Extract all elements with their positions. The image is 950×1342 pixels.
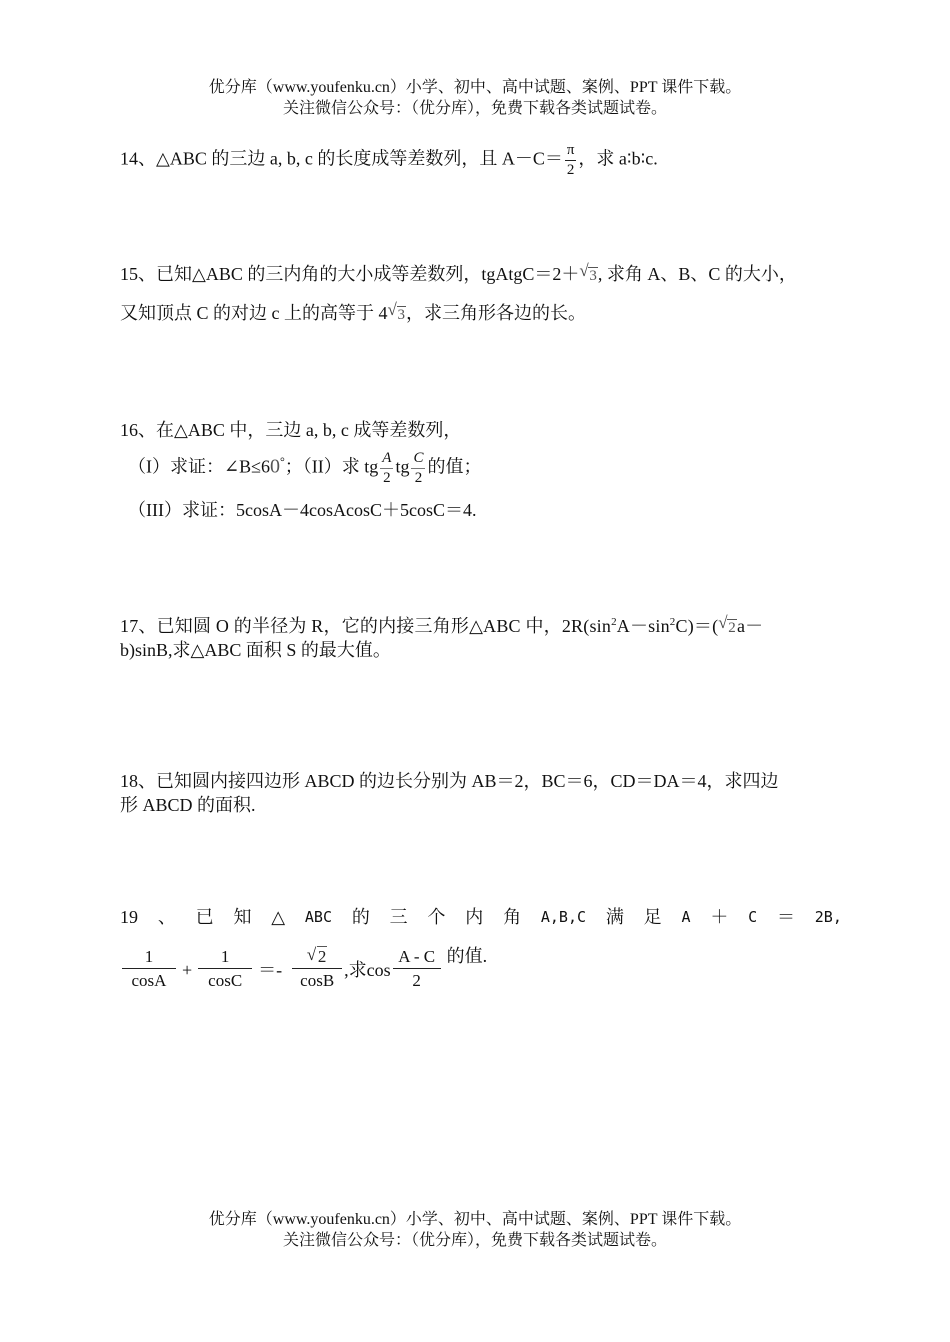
q14-frac-den: 2: [566, 162, 575, 178]
q19-token: △: [271, 907, 286, 927]
question-14: [120, 141, 658, 180]
q19-radicand: 2: [317, 947, 327, 966]
q19-fraction-3: [292, 946, 342, 993]
q19-token: 2B,: [814, 908, 842, 926]
q16-zero: 0: [269, 455, 280, 478]
q16-l2-post: 的值；: [427, 456, 482, 477]
q19-token: 19: [120, 907, 138, 927]
q16-l2-pre: （I）求证：∠B≤6: [128, 456, 270, 477]
q19-fraction-4: [393, 946, 441, 993]
q19-token: 、: [157, 907, 176, 927]
q14-frac-num: π: [565, 141, 577, 161]
q19-token: ABC: [304, 908, 332, 926]
question-15-line-1: [120, 262, 797, 288]
radical-icon: √: [387, 300, 397, 319]
question-15-line-2: [120, 301, 586, 327]
question-19-line-1: [120, 905, 842, 929]
q15-l2-pre: 又知顶点 C 的对边 c 上的高等于 4: [120, 303, 388, 323]
q19-token: ＋: [710, 907, 729, 927]
q16-fc-den: 2: [414, 470, 423, 486]
q16-fa-den: 2: [383, 470, 391, 486]
q19-token: 角: [503, 907, 522, 927]
q19-token: 足: [643, 907, 662, 927]
q19-f3-den: cosB: [300, 971, 335, 990]
q19-f4-num: A - C: [393, 946, 441, 969]
q15-sqrt-1: [579, 262, 598, 288]
q17-radicand: 2: [728, 620, 736, 636]
question-16-line-2: [128, 449, 481, 488]
q19-f4-den: 2: [412, 971, 421, 990]
radical-icon: √: [579, 261, 589, 280]
q17-sqrt: [718, 614, 737, 640]
q19-fraction-1: [122, 946, 176, 993]
q19-token: 三: [389, 907, 408, 927]
q19-tail: 的值.: [446, 946, 488, 966]
q19-f2-den: cosC: [208, 971, 243, 990]
q17-l1-mid: A－sin: [616, 616, 670, 636]
q17-sup-1: 2: [611, 616, 617, 628]
q17-l1-pre: 17、已知圆 O 的半径为 R，它的内接三角形△ABC 中，2R(sin: [120, 616, 612, 636]
question-18-line-1: 18、已知圆内接四边形 ABCD 的边长分别为 AB＝2，BC＝6，CD＝DA＝4，求四边: [120, 771, 779, 791]
q15-l2-post: ，求三角形各边的长。: [406, 303, 586, 323]
q15-radicand-2: 3: [397, 307, 405, 323]
q17-sup-2: 2: [669, 616, 676, 628]
q19-token: 知: [233, 907, 252, 927]
q19-token: A: [681, 908, 691, 926]
q19-token: 满: [605, 907, 624, 927]
q19-f1-den: cosA: [131, 971, 167, 990]
radical-icon: √: [306, 945, 317, 964]
question-18-line-2: 形 ABCD 的面积.: [120, 795, 256, 815]
q15-sqrt-2: [388, 301, 407, 327]
degree-symbol: °: [279, 454, 285, 469]
q19-token: ＝: [776, 907, 795, 927]
q19-token: 已: [195, 907, 214, 927]
question-19-formula: [120, 946, 487, 993]
q19-f2-num: 1: [198, 946, 252, 969]
q14-fraction: [565, 141, 577, 180]
question-16-line-1: 16、在△ABC 中，三边 a, b, c 成等差数列，: [120, 420, 462, 440]
q16-fa-num: A: [380, 449, 393, 469]
question-16-line-3: （III）求证：5cosA－4cosAcosC＋5cosC＝4.: [128, 500, 477, 520]
question-17-line-2: b)sinB,求△ABC 面积 S 的最大值。: [120, 640, 391, 660]
q16-tg: tg: [395, 456, 410, 477]
q19-token: 个: [427, 907, 446, 927]
q19-sqrt: [307, 946, 328, 968]
question-17-line-1: [120, 610, 763, 640]
header-line-2: 关注微信公众号：（优分库），免费下载各类试题试卷。: [282, 100, 667, 117]
q19-plus: +: [182, 959, 193, 980]
q19-f1-num: 1: [122, 946, 176, 969]
q19-token: 内: [465, 907, 484, 927]
q14-text-post: ，求 a∶b∶c.: [578, 148, 658, 169]
q17-l1-post: a－: [736, 616, 764, 636]
q19-token: A,B,C: [540, 908, 587, 926]
q16-fraction-a: [380, 449, 393, 488]
q14-text-pre: 14、△ABC 的三边 a, b, c 的长度成等差数列，且 A－C＝: [120, 148, 563, 169]
footer-line-2: 关注微信公众号：（优分库），免费下载各类试题试卷。: [282, 1232, 667, 1249]
q19-fraction-2: [198, 946, 252, 993]
header-line-1: 优分库（www.youfenku.cn）小学、初中、高中试题、案例、PPT 课件下载。: [208, 79, 742, 96]
q15-radicand-1: 3: [589, 268, 597, 284]
footer-line-1: 优分库（www.youfenku.cn）小学、初中、高中试题、案例、PPT 课件下载。: [208, 1211, 742, 1228]
q15-l1-post: , 求角 A、B、C 的大小，: [597, 264, 797, 284]
q19-ask: ,求cos: [344, 959, 391, 980]
q19-token: 的: [351, 907, 370, 927]
q16-l2-mid: ；（II）求 tg: [284, 456, 379, 477]
q16-fc-num: C: [411, 449, 425, 469]
q19-f3-num: [292, 946, 342, 969]
q19-equals: ＝-: [258, 959, 283, 980]
q17-l1-mid2: C)＝(: [675, 616, 719, 636]
q15-l1-pre: 15、已知△ABC 的三内角的大小成等差数列，tgAtgC＝2＋: [120, 264, 580, 284]
radical-icon: √: [718, 613, 728, 632]
q16-fraction-c: [411, 449, 425, 488]
q19-token: C: [748, 908, 758, 926]
